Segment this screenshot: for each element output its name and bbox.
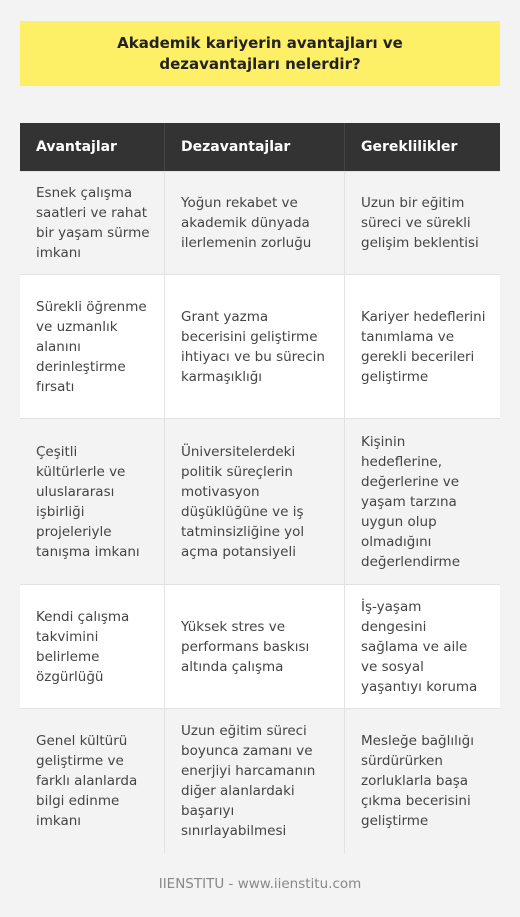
table-cell: Yoğun rekabet ve akademik dünyada ilerlemenin zorluğu xyxy=(164,172,344,274)
header-requirements: Gereklilikler xyxy=(344,123,500,171)
table-cell: Üniversitelerdeki politik süreçlerin motivasyon düşüklüğüne ve iş tatminsizliğine yol açma potansiyeli xyxy=(164,419,344,584)
table-row xyxy=(20,708,500,853)
table-cell: Uzun bir eğitim süreci ve sürekli gelişim beklentisi xyxy=(344,172,500,274)
table-cell: Grant yazma becerisini geliştirme ihtiyacı ve bu sürecin karmaşıklığı xyxy=(164,275,344,418)
table-cell: Esnek çalışma saatleri ve rahat bir yaşam sürme imkanı xyxy=(36,185,150,261)
table-cell: Kariyer hedeflerini tanımlama ve gerekli becerileri geliştirme xyxy=(344,275,500,418)
table-cell: Genel kültürü geliştirme ve farklı alanlarda bilgi edinme imkanı xyxy=(36,733,138,829)
table-row xyxy=(20,584,500,708)
table-header-row xyxy=(20,123,500,171)
header-disadvantages: Dezavantajlar xyxy=(164,123,344,171)
table-cell: Kendi çalışma takvimini belirleme özgürlüğü xyxy=(36,608,130,685)
table-row xyxy=(20,418,500,584)
table-cell: Kişinin hedeflerine, değerlerine ve yaşam tarzına uygun olup olmadığını değerlendirme xyxy=(344,419,500,584)
table-cell: Mesleğe bağlılığı sürdürürken zorluklarla başa çıkma becerisini geliştirme xyxy=(344,709,500,853)
table-row xyxy=(20,171,500,274)
table-cell: Çeşitli kültürlerle ve uluslararası işbirliği projeleriyle tanışma imkanı xyxy=(36,443,140,560)
title-banner xyxy=(20,21,500,86)
comparison-table xyxy=(20,123,500,853)
footer-credit: IIENSTITU - www.iienstitu.com xyxy=(158,876,362,892)
page-title: Akademik kariyerin avantajları ve dezavantajları nelerdir? xyxy=(117,33,403,73)
table-cell: Yüksek stres ve performans baskısı altında çalışma xyxy=(164,585,344,708)
table-cell: Sürekli öğrenme ve uzmanlık alanını derinleştirme fırsatı xyxy=(36,298,147,395)
table-cell: Uzun eğitim süreci boyunca zamanı ve enerjiyi harcamanın diğer alanlardaki başarıyı sınırlayabilmesi xyxy=(164,709,344,853)
table-cell: İş-yaşam dengesini sağlama ve aile ve sosyal yaşantıyı koruma xyxy=(344,585,500,708)
header-advantages: Avantajlar xyxy=(36,139,117,155)
table-row xyxy=(20,274,500,418)
